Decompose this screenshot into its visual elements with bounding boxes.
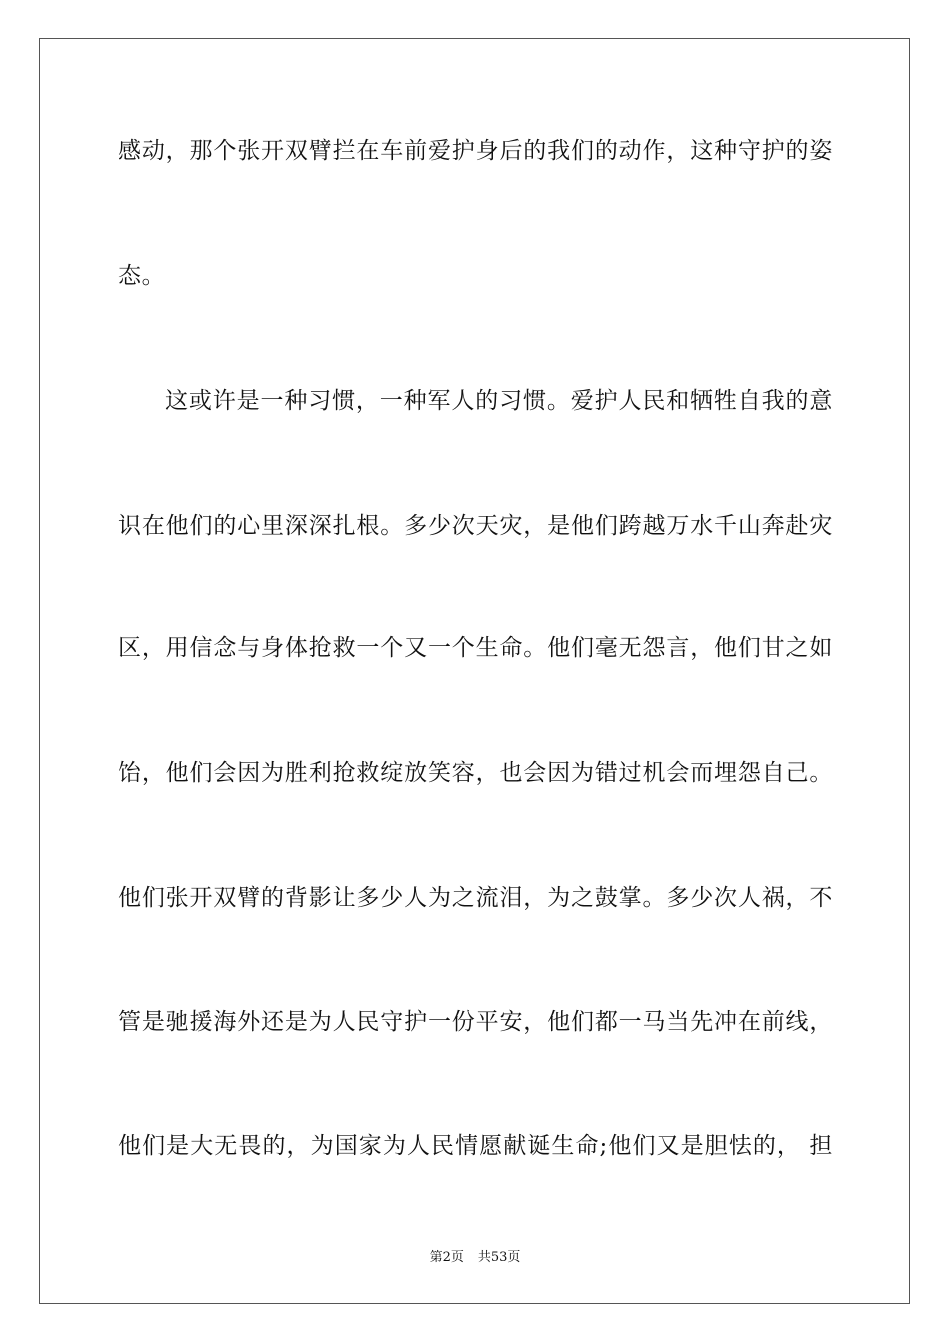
total-pages: 共53页 xyxy=(477,1250,521,1265)
text-line-1: 感动，那个张开双臂拦在车前爱护身后的我们的动作，这种守护的姿 xyxy=(118,138,833,164)
page-number: 第2页 xyxy=(429,1250,464,1265)
text-line-6: 饴，他们会因为胜利抢救绽放笑容，也会因为错过机会而埋怨自己。 xyxy=(118,760,833,786)
text-line-4: 识在他们的心里深深扎根。多少次天灾，是他们跨越万水千山奔赴灾 xyxy=(118,513,833,539)
text-line-9: 他们是大无畏的，为国家为人民情愿献诞生命;他们又是胆怯的， 担 xyxy=(118,1133,833,1159)
text-line-3: 这或许是一种习惯，一种军人的习惯。爱护人民和牺牲自我的意 xyxy=(165,388,833,414)
text-line-8: 管是驰援海外还是为人民守护一份平安，他们都一马当先冲在前线， xyxy=(118,1009,833,1035)
text-line-2: 态。 xyxy=(118,263,166,289)
page-border xyxy=(39,38,910,1304)
page-footer xyxy=(0,1246,950,1265)
text-line-5: 区，用信念与身体抢救一个又一个生命。他们毫无怨言，他们甘之如 xyxy=(118,635,833,661)
text-line-7: 他们张开双臂的背影让多少人为之流泪，为之鼓掌。多少次人祸，不 xyxy=(118,885,833,911)
